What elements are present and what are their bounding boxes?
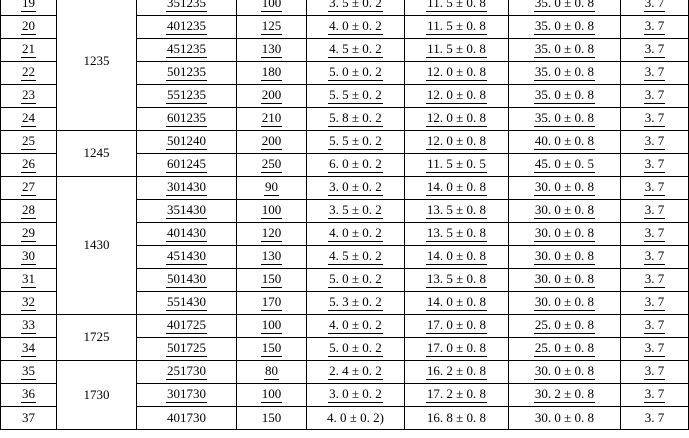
- cell-group: 1430: [57, 177, 137, 315]
- cell-length: 130: [237, 39, 307, 62]
- cell-tol-c: 35. 0 ± 0. 8: [509, 39, 621, 62]
- cell-tol-c: 45. 0 ± 0. 5: [509, 154, 621, 177]
- cell-length: 180: [237, 62, 307, 85]
- cell-group: 1245: [57, 131, 137, 177]
- cell-length: 125: [237, 16, 307, 39]
- cell-tol-c: 35. 0 ± 0. 8: [509, 0, 621, 16]
- cell-tol-c: 30. 0 ± 0. 8: [509, 407, 621, 430]
- cell-tol-d: 3. 7: [621, 39, 689, 62]
- table-row: [1, 0, 689, 16]
- cell-no: 29: [1, 223, 57, 246]
- cell-tol-d: 3. 7: [621, 200, 689, 223]
- cell-no: 19: [1, 0, 57, 16]
- cell-length: 120: [237, 223, 307, 246]
- cell-tol-a: 5. 8 ± 0. 2: [307, 108, 405, 131]
- cell-tol-d: 3. 7: [621, 108, 689, 131]
- cell-no: 25: [1, 131, 57, 154]
- cell-tol-a: 5. 0 ± 0. 2: [307, 338, 405, 361]
- cell-tol-a: 4. 0 ± 0. 2: [307, 315, 405, 338]
- cell-tol-b: 17. 0 ± 0. 8: [405, 315, 509, 338]
- cell-no: 20: [1, 16, 57, 39]
- cell-tol-c: 30. 0 ± 0. 8: [509, 292, 621, 315]
- cell-tol-d: 3. 7: [621, 131, 689, 154]
- cell-tol-d: 3. 7: [621, 154, 689, 177]
- cell-tol-b: 12. 0 ± 0. 8: [405, 131, 509, 154]
- cell-code: 401725: [137, 315, 237, 338]
- cell-tol-c: 30. 0 ± 0. 8: [509, 269, 621, 292]
- cell-tol-a: 3. 5 ± 0. 2: [307, 200, 405, 223]
- cell-length: 100: [237, 0, 307, 16]
- cell-code: 501430: [137, 269, 237, 292]
- cell-tol-d: 3. 7: [621, 384, 689, 407]
- cell-tol-d: 3. 7: [621, 85, 689, 108]
- cell-no: 27: [1, 177, 57, 200]
- cell-no: 36: [1, 384, 57, 407]
- cell-code: 251730: [137, 361, 237, 384]
- cell-tol-a: 5. 0 ± 0. 2: [307, 269, 405, 292]
- cell-tol-c: 30. 2 ± 0. 8: [509, 384, 621, 407]
- cell-group: 1725: [57, 315, 137, 361]
- cell-length: 100: [237, 315, 307, 338]
- cell-tol-a: 5. 3 ± 0. 2: [307, 292, 405, 315]
- cell-no: 24: [1, 108, 57, 131]
- cell-no: 31: [1, 269, 57, 292]
- cell-code: 501725: [137, 338, 237, 361]
- cell-code: 601245: [137, 154, 237, 177]
- cell-tol-d: 3. 7: [621, 292, 689, 315]
- cell-tol-b: 11. 5 ± 0. 8: [405, 16, 509, 39]
- cell-tol-c: 30. 0 ± 0. 8: [509, 223, 621, 246]
- cell-tol-c: 25. 0 ± 0. 8: [509, 338, 621, 361]
- cell-tol-a: 4. 0 ± 0. 2: [307, 223, 405, 246]
- cell-tol-d: 3. 7: [621, 177, 689, 200]
- cell-tol-d: 3. 7: [621, 16, 689, 39]
- cell-tol-b: 12. 0 ± 0. 8: [405, 108, 509, 131]
- cell-tol-b: 14. 0 ± 0. 8: [405, 177, 509, 200]
- cell-tol-b: 17. 2 ± 0. 8: [405, 384, 509, 407]
- cell-no: 23: [1, 85, 57, 108]
- cell-tol-d: 3. 7: [621, 0, 689, 16]
- cell-tol-d: 3. 7: [621, 407, 689, 430]
- cell-tol-d: 3. 7: [621, 338, 689, 361]
- cell-tol-b: 16. 2 ± 0. 8: [405, 361, 509, 384]
- cell-tol-d: 3. 7: [621, 361, 689, 384]
- cell-tol-a: 3. 0 ± 0. 2: [307, 384, 405, 407]
- cell-tol-b: 12. 0 ± 0. 8: [405, 85, 509, 108]
- cell-tol-b: 11. 5 ± 0. 8: [405, 39, 509, 62]
- cell-code: 351430: [137, 200, 237, 223]
- cell-length: 80: [237, 361, 307, 384]
- cell-tol-d: 3. 7: [621, 62, 689, 85]
- cell-tol-c: 30. 0 ± 0. 8: [509, 246, 621, 269]
- cell-length: 100: [237, 384, 307, 407]
- cell-no: 32: [1, 292, 57, 315]
- cell-tol-c: 35. 0 ± 0. 8: [509, 85, 621, 108]
- cell-no: 37: [1, 407, 57, 430]
- cell-group: 1235: [57, 0, 137, 131]
- cell-tol-d: 3. 7: [621, 246, 689, 269]
- cell-tol-b: 16. 8 ± 0. 8: [405, 407, 509, 430]
- cell-tol-b: 12. 0 ± 0. 8: [405, 62, 509, 85]
- table-row: [1, 315, 689, 338]
- cell-length: 150: [237, 407, 307, 430]
- cell-length: 100: [237, 200, 307, 223]
- cell-code: 401430: [137, 223, 237, 246]
- cell-code: 301730: [137, 384, 237, 407]
- cell-length: 200: [237, 85, 307, 108]
- cell-tol-b: 13. 5 ± 0. 8: [405, 200, 509, 223]
- cell-tol-c: 40. 0 ± 0. 8: [509, 131, 621, 154]
- cell-tol-a: 5. 0 ± 0. 2: [307, 62, 405, 85]
- cell-length: 210: [237, 108, 307, 131]
- cell-no: 21: [1, 39, 57, 62]
- cell-tol-c: 30. 0 ± 0. 8: [509, 200, 621, 223]
- cell-tol-c: 25. 0 ± 0. 8: [509, 315, 621, 338]
- table-row: [1, 177, 689, 200]
- table-row: [1, 131, 689, 154]
- cell-length: 130: [237, 246, 307, 269]
- cell-code: 551430: [137, 292, 237, 315]
- cell-length: 150: [237, 338, 307, 361]
- cell-tol-a: 4. 0 ± 0. 2: [307, 16, 405, 39]
- cell-no: 34: [1, 338, 57, 361]
- cell-code: 501240: [137, 131, 237, 154]
- cell-tol-d: 3. 7: [621, 315, 689, 338]
- cell-tol-b: 11. 5 ± 0. 5: [405, 154, 509, 177]
- cell-length: 150: [237, 269, 307, 292]
- cell-length: 170: [237, 292, 307, 315]
- cell-length: 90: [237, 177, 307, 200]
- cell-tol-a: 4. 0 ± 0. 2): [307, 407, 405, 430]
- cell-code: 551235: [137, 85, 237, 108]
- cell-no: 22: [1, 62, 57, 85]
- cell-tol-b: 13. 5 ± 0. 8: [405, 269, 509, 292]
- cell-tol-b: 17. 0 ± 0. 8: [405, 338, 509, 361]
- cell-code: 401235: [137, 16, 237, 39]
- cell-tol-a: 4. 5 ± 0. 2: [307, 246, 405, 269]
- table-row: [1, 361, 689, 384]
- cell-code: 451430: [137, 246, 237, 269]
- cell-length: 250: [237, 154, 307, 177]
- cell-length: 200: [237, 131, 307, 154]
- cell-code: 601235: [137, 108, 237, 131]
- cell-no: 26: [1, 154, 57, 177]
- cell-tol-c: 30. 0 ± 0. 8: [509, 361, 621, 384]
- cell-tol-b: 14. 0 ± 0. 8: [405, 246, 509, 269]
- cell-tol-b: 14. 0 ± 0. 8: [405, 292, 509, 315]
- cell-tol-a: 4. 5 ± 0. 2: [307, 39, 405, 62]
- cell-tol-a: 3. 0 ± 0. 2: [307, 177, 405, 200]
- cell-code: 401730: [137, 407, 237, 430]
- cell-code: 501235: [137, 62, 237, 85]
- cell-tol-a: 6. 0 ± 0. 2: [307, 154, 405, 177]
- cell-tol-b: 13. 5 ± 0. 8: [405, 223, 509, 246]
- cell-code: 351235: [137, 0, 237, 16]
- cell-tol-c: 35. 0 ± 0. 8: [509, 108, 621, 131]
- cell-code: 451235: [137, 39, 237, 62]
- cell-tol-d: 3. 7: [621, 223, 689, 246]
- cell-tol-b: 11. 5 ± 0. 8: [405, 0, 509, 16]
- cell-tol-a: 2. 4 ± 0. 2: [307, 361, 405, 384]
- cell-tol-c: 30. 0 ± 0. 8: [509, 177, 621, 200]
- cell-tol-a: 3. 5 ± 0. 2: [307, 0, 405, 16]
- cell-no: 33: [1, 315, 57, 338]
- cell-no: 28: [1, 200, 57, 223]
- cell-tol-c: 35. 0 ± 0. 8: [509, 62, 621, 85]
- cell-group: 1730: [57, 361, 137, 430]
- cell-no: 35: [1, 361, 57, 384]
- cell-tol-a: 5. 5 ± 0. 2: [307, 85, 405, 108]
- cell-tol-c: 35. 0 ± 0. 8: [509, 16, 621, 39]
- cell-no: 30: [1, 246, 57, 269]
- cell-code: 301430: [137, 177, 237, 200]
- cell-tol-d: 3. 7: [621, 269, 689, 292]
- cell-tol-a: 5. 5 ± 0. 2: [307, 131, 405, 154]
